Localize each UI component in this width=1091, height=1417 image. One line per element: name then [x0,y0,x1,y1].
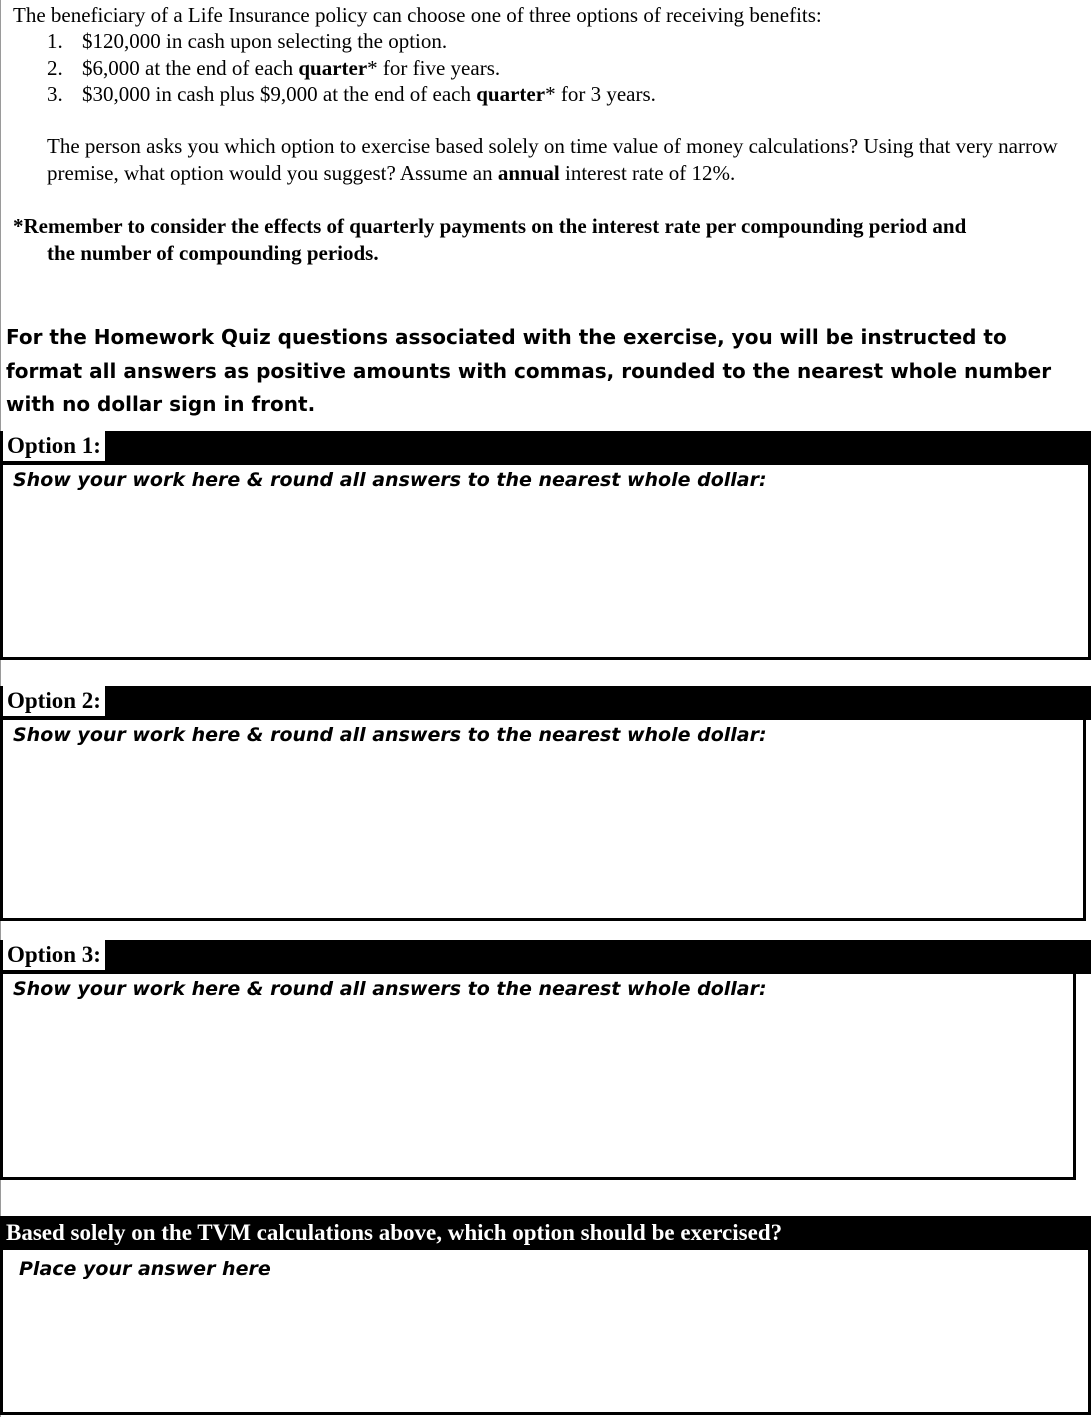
reminder-line-1: *Remember to consider the effects of quarterly payments on the interest rate per compounding period and [13,214,967,238]
list-text: $6,000 at the end of each quarter* for five years. [82,55,501,80]
instructions-text: For the Homework Quiz questions associated with the exercise, you will be instructed to format all answers as positive amounts with commas, rounded to the nearest whole number with no dollar sign in front. [6,325,1052,416]
reminder-line-2: the number of compounding periods. [47,240,379,265]
benefit-options-list [47,28,656,108]
option-1-prompt: Show your work here & round all answers to the nearest whole dollar: [13,469,767,491]
final-answer-prompt: Place your answer here [19,1258,271,1280]
option-1-work-area[interactable] [0,465,1091,660]
list-number: 2. [47,55,63,80]
option-3-header [0,940,1091,974]
list-item [47,81,656,108]
final-answer-area[interactable] [0,1250,1091,1415]
list-text: $30,000 in cash plus $9,000 at the end of each quarter* for 3 years. [82,82,656,106]
option-1-header [0,431,1091,465]
option-2-label: Option 2: [3,686,105,716]
reminder-note [13,213,1083,266]
list-item [47,28,656,55]
final-answer-label: Based solely on the TVM calculations above, which option should be exercised? [6,1220,783,1245]
list-item [47,55,656,82]
list-number: 1. [47,29,63,53]
list-number: 3. [47,82,63,106]
option-1-label: Option 1: [3,431,105,461]
option-2-prompt: Show your work here & round all answers to the nearest whole dollar: [13,724,767,746]
question-text: The person asks you which option to exercise based solely on time value of money calculations? Using that very narrow premise, what option would you suggest? Assume an annual interest rate of 12%. [47,134,1058,185]
option-3-prompt: Show your work here & round all answers to the nearest whole dollar: [13,978,767,1000]
option-2-work-area[interactable] [0,720,1086,921]
option-3-label: Option 3: [3,940,105,970]
final-answer-header [0,1216,1091,1250]
option-2-header [0,686,1091,720]
list-text: $120,000 in cash upon selecting the option. [82,29,448,53]
option-3-work-area[interactable] [0,974,1076,1180]
intro-text: The beneficiary of a Life Insurance policy can choose one of three options of receiving benefits: [13,3,822,27]
